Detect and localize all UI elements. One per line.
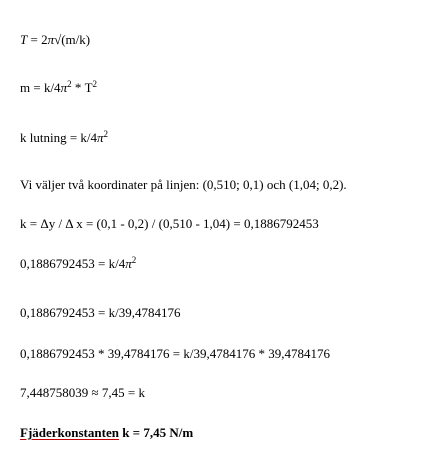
slope-calculation: k = Δy / Δ x = (0,1 - 0,2) / (0,510 - 1,04) = 0,1886792453 xyxy=(20,216,319,231)
final-answer xyxy=(20,425,193,441)
equation-step-2: 0,1886792453 = k/39,4784176 xyxy=(20,305,181,320)
pi-symbol: π xyxy=(97,130,104,145)
formula-sqrt: √(m/k) xyxy=(54,32,91,47)
answer-value: k = 7,45 N/m xyxy=(118,425,194,440)
formula-period xyxy=(20,32,90,48)
equation-step-3: 0,1886792453 * 39,4784176 = k/39,4784176 * 39,4784176 xyxy=(20,346,330,361)
formula-slope-a: k lutning = k/4 xyxy=(20,130,98,145)
pi-symbol: π xyxy=(60,80,68,95)
formula-mass xyxy=(20,80,97,96)
answer-label: Fjäderkonstanten xyxy=(20,425,119,440)
formula-eq: = 2 xyxy=(27,32,48,47)
formula-mass-b: * T xyxy=(71,80,93,95)
equation-step-1 xyxy=(20,256,136,272)
exponent: 2 xyxy=(131,255,137,265)
coordinates-text: Vi väljer två koordinater på linjen: (0,510; 0,1) och (1,04; 0,2). xyxy=(20,177,347,192)
exponent: 2 xyxy=(92,79,98,89)
formula-T: T xyxy=(20,32,28,47)
exponent: 2 xyxy=(67,79,72,89)
pi-symbol: π xyxy=(47,32,55,47)
equation-result: 7,448758039 ≈ 7,45 = k xyxy=(20,385,145,400)
pi-symbol: π xyxy=(125,256,132,271)
exponent: 2 xyxy=(103,129,109,139)
formula-slope xyxy=(20,130,108,146)
formula-mass-a: m = k/4 xyxy=(20,80,61,95)
equation-step-1-a: 0,1886792453 = k/4 xyxy=(20,256,126,271)
